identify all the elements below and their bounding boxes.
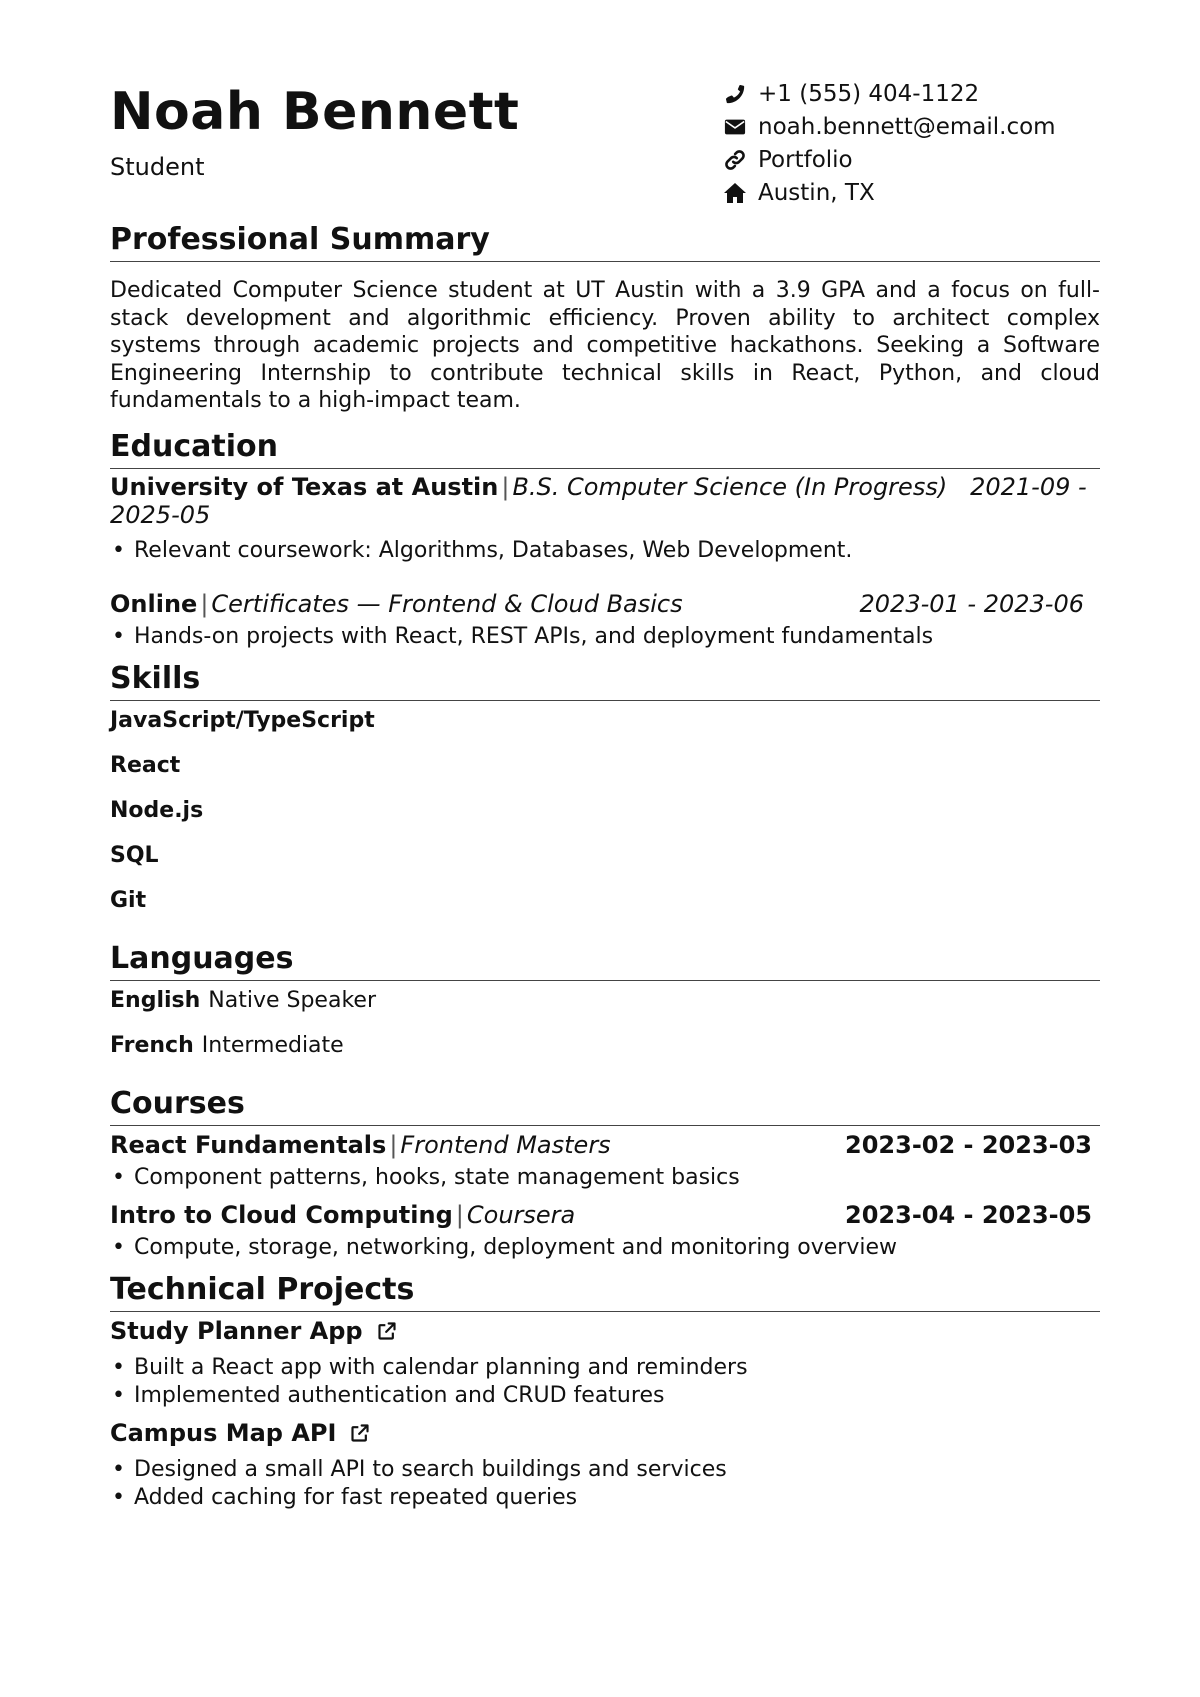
- list-item: • Relevant coursework: Algorithms, Databases, Web Development.: [110, 537, 1100, 565]
- section-title-languages: Languages: [110, 940, 294, 976]
- skills-list: [110, 707, 1100, 932]
- education-section: [110, 429, 1100, 651]
- skills-section: [110, 661, 1100, 932]
- resume-page: [110, 0, 1100, 1512]
- language-item: [110, 987, 1100, 1032]
- list-item: • Designed a small API to search buildings and services: [110, 1456, 1100, 1484]
- education-heading: [110, 473, 1100, 529]
- course-provider: Frontend Masters: [400, 1130, 611, 1159]
- education-bullets: [110, 537, 1100, 565]
- separator: |: [501, 472, 510, 501]
- course-item: [110, 1130, 1100, 1192]
- section-divider: [110, 261, 1100, 262]
- language-item: [110, 1032, 1100, 1077]
- education-dates: 2023-01 - 2023-06: [859, 589, 1084, 618]
- envelope-icon: [722, 115, 748, 139]
- email-text: noah.bennett@email.com: [758, 113, 1056, 140]
- languages-list: [110, 987, 1100, 1077]
- section-divider: [110, 980, 1100, 981]
- portfolio-link[interactable]: Portfolio: [758, 146, 853, 173]
- phone-icon: [722, 82, 748, 106]
- contact-email[interactable]: [722, 110, 1056, 143]
- contact-list: [722, 77, 1056, 209]
- section-divider: [110, 1311, 1100, 1312]
- contact-phone[interactable]: [722, 77, 1056, 110]
- external-link-icon[interactable]: [377, 1321, 397, 1341]
- projects-section: [110, 1272, 1100, 1512]
- course-heading: [110, 1200, 1100, 1230]
- education-heading: [110, 589, 1100, 619]
- summary-text: Dedicated Computer Science student at UT Austin with a 3.9 GPA and a focus on full-stack development and algorithmic efficiency. Proven ability to architect complex systems through academic projects and competitive hackathons. Seeking a Software Engineering Internship to contribute technical skills in React, Python, and cloud fundamentals to a high-impact team.: [110, 278, 1100, 413]
- skill-item: Node.js: [110, 797, 204, 823]
- project-title: [110, 1418, 1100, 1448]
- education-item: [110, 589, 1100, 651]
- project-item: [110, 1418, 1100, 1512]
- education-item: [110, 473, 1100, 565]
- list-item: • Component patterns, hooks, state management basics: [110, 1164, 1100, 1192]
- project-name: Campus Map API: [110, 1418, 337, 1447]
- section-title-education: Education: [110, 428, 278, 464]
- courses-section: [110, 1086, 1100, 1262]
- skill-item: React: [110, 752, 181, 778]
- degree-name: B.S. Computer Science (In Progress): [512, 472, 948, 501]
- section-divider: [110, 1125, 1100, 1126]
- course-name: React Fundamentals: [110, 1130, 387, 1159]
- list-item: • Added caching for fast repeated queries: [110, 1484, 1100, 1512]
- section-divider: [110, 468, 1100, 469]
- languages-section: [110, 941, 1100, 1077]
- language-name: French: [110, 1032, 194, 1058]
- language-name: English: [110, 987, 201, 1013]
- separator: |: [389, 1130, 398, 1159]
- list-item: • Hands-on projects with React, REST APIs, and deployment fundamentals: [110, 623, 1100, 651]
- project-name: Study Planner App: [110, 1316, 363, 1345]
- skill-item: JavaScript/TypeScript: [110, 707, 375, 733]
- skill-item: SQL: [110, 842, 159, 868]
- project-title: [110, 1316, 1100, 1346]
- course-bullets: [110, 1234, 1100, 1262]
- project-bullets: [110, 1456, 1100, 1512]
- course-bullets: [110, 1164, 1100, 1192]
- contact-location: [722, 176, 1056, 209]
- list-item: • Compute, storage, networking, deployment and monitoring overview: [110, 1234, 1100, 1262]
- skill-item: Git: [110, 887, 147, 913]
- separator: |: [455, 1200, 464, 1229]
- language-level: Native Speaker: [208, 987, 376, 1013]
- course-name: Intro to Cloud Computing: [110, 1200, 453, 1229]
- school-name: Online: [110, 589, 198, 618]
- course-heading: [110, 1130, 1100, 1160]
- section-title-skills: Skills: [110, 660, 201, 696]
- course-dates: 2023-02 - 2023-03: [845, 1130, 1092, 1159]
- list-item: • Built a React app with calendar planning and reminders: [110, 1354, 1100, 1382]
- candidate-name: Noah Bennett: [110, 82, 520, 142]
- contact-portfolio[interactable]: [722, 143, 1056, 176]
- section-title-courses: Courses: [110, 1085, 245, 1121]
- education-dates: 2021-09 - 2025-05: [110, 472, 1087, 529]
- education-bullets: [110, 623, 1100, 651]
- link-icon: [722, 148, 748, 172]
- location-text: Austin, TX: [758, 179, 875, 206]
- candidate-role: Student: [110, 153, 205, 181]
- school-name: University of Texas at Austin: [110, 472, 499, 501]
- home-icon: [722, 181, 748, 205]
- section-title-summary: Professional Summary: [110, 222, 490, 257]
- phone-text: +1 (555) 404-1122: [758, 80, 980, 107]
- course-item: [110, 1200, 1100, 1262]
- section-divider: [110, 700, 1100, 701]
- separator: |: [200, 589, 209, 618]
- degree-name: Certificates — Frontend & Cloud Basics: [211, 589, 683, 618]
- course-dates: 2023-04 - 2023-05: [845, 1200, 1092, 1229]
- project-bullets: [110, 1354, 1100, 1410]
- resume-header: [110, 0, 1100, 222]
- project-item: [110, 1316, 1100, 1410]
- summary-section: [110, 222, 1100, 415]
- external-link-icon[interactable]: [350, 1423, 370, 1443]
- language-level: Intermediate: [201, 1032, 344, 1058]
- course-provider: Coursera: [466, 1200, 576, 1229]
- list-item: • Implemented authentication and CRUD features: [110, 1382, 1100, 1410]
- section-title-projects: Technical Projects: [110, 1271, 415, 1307]
